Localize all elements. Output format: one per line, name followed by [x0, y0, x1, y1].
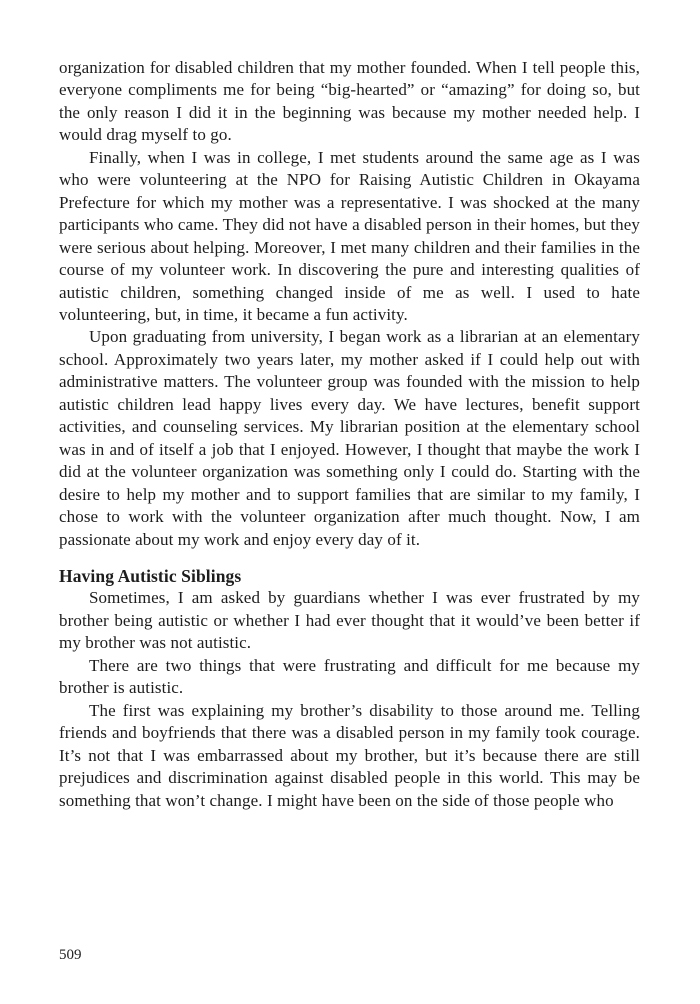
paragraph: Upon graduating from university, I began work as a librarian at an elementary school. Approximately two years later, my mother asked if I could help out with administrative matters. The volunteer group was founded with the mission to help autistic children lead happy lives every day. We have lectures, benefit support activities, and counseling services. My librarian position at the elementary school was in and of itself a job that I enjoyed. However, I thought that maybe the work I did at the volunteer organization was something only I could do. Starting with the desire to help my mother and to support families that are similar to my family, I chose to work with the volunteer organization after much thought. Now, I am passionate about my work and enjoy every day of it. — [59, 327, 640, 549]
page-text-block — [59, 57, 640, 812]
paragraph: Finally, when I was in college, I met students around the same age as I was who were volunteering at the NPO for Raising Autistic Children in Okayama Prefecture for which my mother was a representative. I was shocked at the many participants who came. They did not have a disabled person in their homes, but they were serious about helping. Moreover, I met many children and their families in the course of my volunteer work. In discovering the pure and interesting qualities of autistic children, something changed inside of me as well. I used to hate volunteering, but, in time, it became a fun activity. — [59, 147, 640, 324]
page-number: 509 — [59, 947, 82, 963]
paragraph: The first was explaining my brother’s disability to those around me. Telling friends and boyfriends that there was a disabled person in my family took courage. It’s not that I was embarrassed about my brother, but it’s because there are still prejudices and discrimination against disabled people in this world. This may be something that won’t change. I might have been on the side of those people who — [59, 700, 640, 810]
section-heading: Having Autistic Siblings — [59, 565, 242, 586]
paragraph: There are two things that were frustrating and difficult for me because my brother is autistic. — [59, 655, 640, 698]
paragraph-continuation: organization for disabled children that my mother founded. When I tell people this, everyone compliments me for being “big-hearted” or “amazing” for doing so, but the only reason I did it in the beginning was because my mother needed help. I would drag myself to go. — [59, 58, 640, 145]
paragraph: Sometimes, I am asked by guardians whether I was ever frustrated by my brother being autistic or whether I had ever thought that it would’ve been better if my brother was not autistic. — [59, 588, 640, 653]
